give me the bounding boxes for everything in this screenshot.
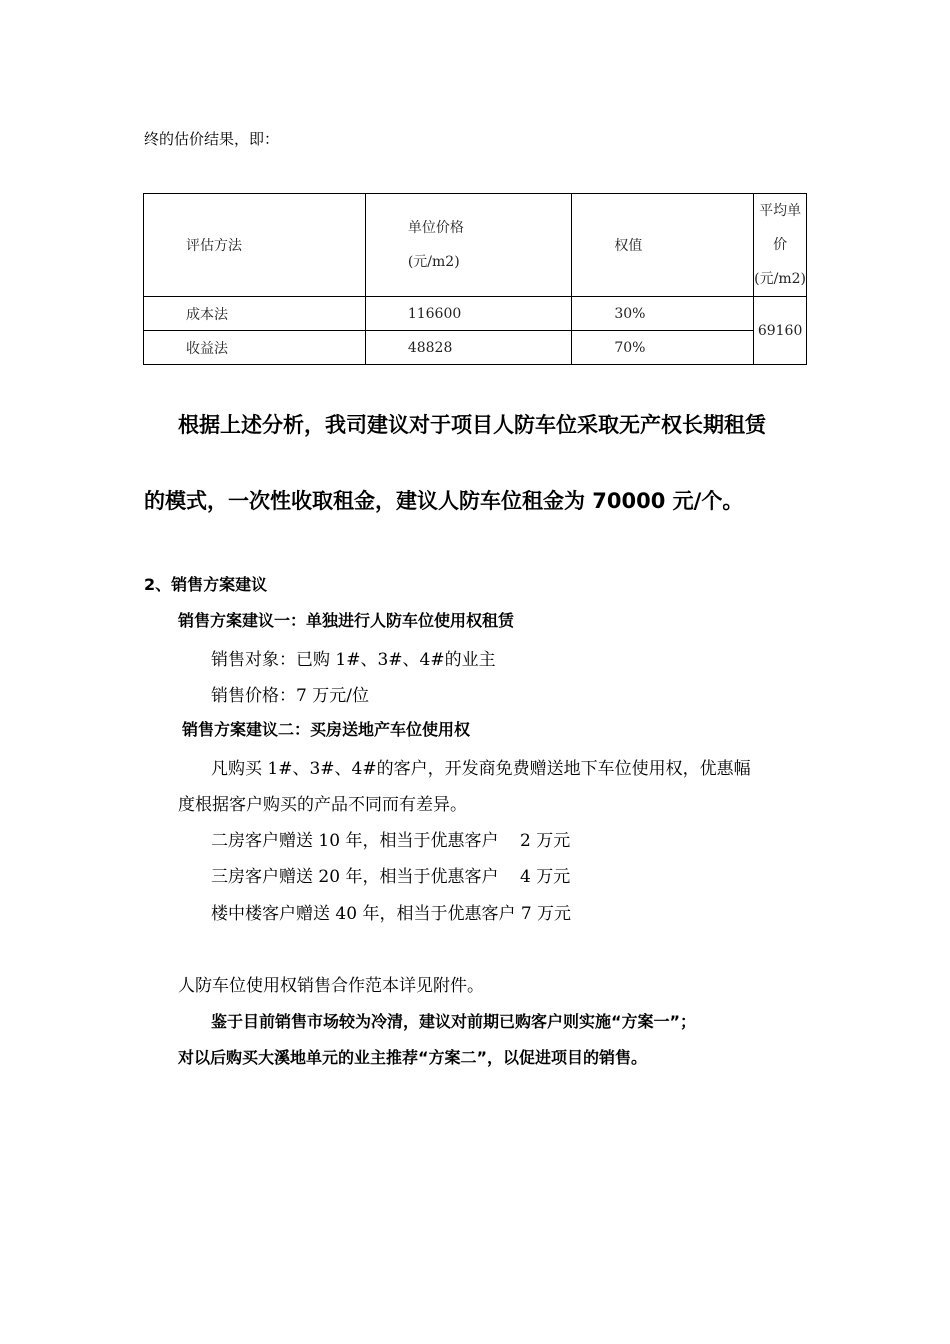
conclusion-line-1: 鉴于目前销售市场较为冷清，建议对前期已购客户则实施“方案一”；	[211, 1012, 697, 1031]
plan2-item-three-room: 三房客户赠送 20 年，相当于优惠客户 4 万元	[211, 867, 571, 887]
recommendation-line-1: 根据上述分析，我司建议对于项目人防车位采取无产权长期租赁	[178, 413, 766, 437]
cell-avg-price: 69160	[754, 297, 807, 365]
plan1-heading: 销售方案建议一：单独进行人防车位使用权租赁	[178, 611, 515, 630]
cell-unit-price: 48828	[365, 331, 572, 365]
header-weight-label: 权值	[614, 238, 643, 254]
plan2-heading: 销售方案建议二：买房送地产车位使用权	[182, 720, 471, 739]
header-avg-price-label: 平均单价	[759, 203, 802, 253]
header-method-label: 评估方法	[186, 238, 242, 254]
header-avg-price	[754, 194, 807, 297]
intro-text: 终的估价结果，即：	[144, 130, 280, 148]
header-weight	[572, 194, 754, 297]
cell-unit-price: 116600	[365, 297, 572, 331]
header-method	[144, 194, 366, 297]
cell-method: 收益法	[144, 331, 366, 365]
section-title: 2、销售方案建议	[144, 575, 268, 594]
cell-weight: 70%	[572, 331, 754, 365]
header-avg-price-unit: (元/m2)	[754, 271, 806, 287]
plan2-desc-line-1: 凡购买 1#、3#、4#的客户，开发商免费赠送地下车位使用权，优惠幅	[211, 759, 751, 779]
table-row	[144, 331, 807, 365]
conclusion-line-2: 对以后购买大溪地单元的业主推荐“方案二”，以促进项目的销售。	[178, 1048, 648, 1067]
header-unit-price	[365, 194, 572, 297]
valuation-table	[143, 193, 807, 365]
table-row	[144, 297, 807, 331]
cell-weight: 30%	[572, 297, 754, 331]
header-unit-price-unit: (元/m2)	[407, 254, 460, 270]
plan1-target: 销售对象：已购 1#、3#、4#的业主	[211, 650, 496, 670]
cell-method: 成本法	[144, 297, 366, 331]
plan1-price: 销售价格：7 万元/位	[211, 686, 369, 706]
recommendation-line-2: 的模式，一次性收取租金，建议人防车位租金为 70000 元/个。	[144, 489, 744, 513]
plan2-desc-line-2: 度根据客户购买的产品不同而有差异。	[178, 795, 467, 815]
table-header-row	[144, 194, 807, 297]
header-unit-price-label: 单位价格	[407, 220, 464, 236]
plan2-item-two-room: 二房客户赠送 10 年，相当于优惠客户 2 万元	[211, 831, 571, 851]
plan2-item-duplex: 楼中楼客户赠送 40 年，相当于优惠客户 7 万元	[211, 904, 572, 924]
attachment-note: 人防车位使用权销售合作范本详见附件。	[178, 976, 484, 996]
